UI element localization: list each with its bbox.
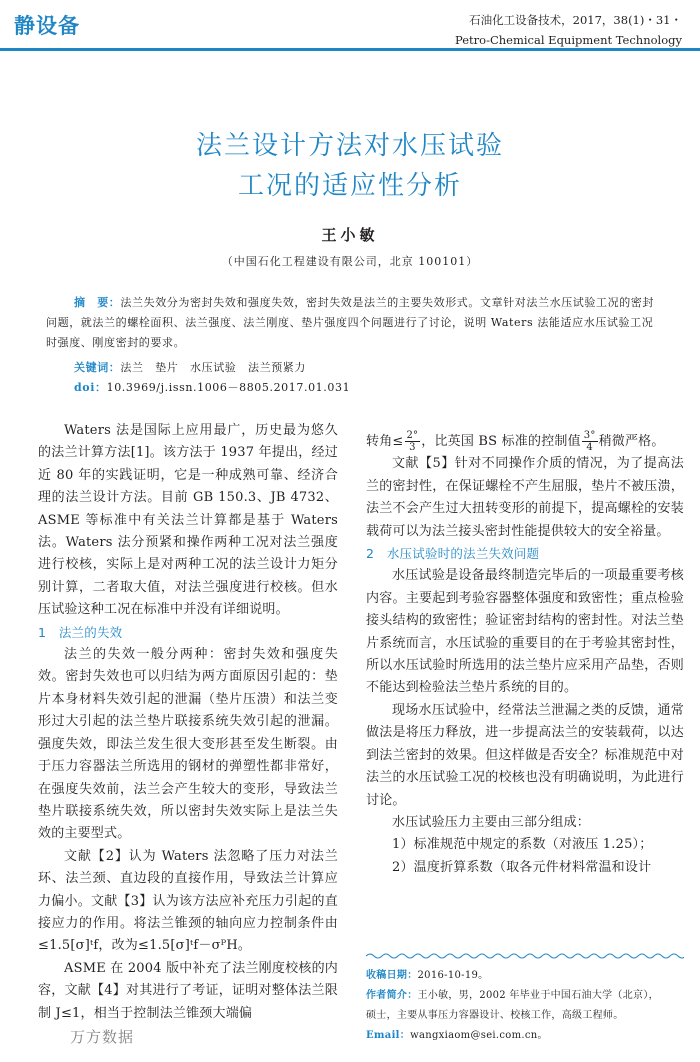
reference-2-paragraph: 文献【2】认为 Waters 法忽略了压力对法兰环、法兰颈、直边段的直接作用，导致法兰计算应力偏小。文献【3】认为该方法应补充压力引起的直接应力的作用。将法兰锥颈的轴向应力控制条件由≤1.5[σ]ᵗf，改为≤1.5[σ]ᵗf－σᴾH。: [38, 848, 338, 954]
header-divider: [0, 48, 700, 51]
author-bio-line: [366, 986, 684, 1006]
article-title-line1: 法兰设计方法对水压试验: [195, 131, 504, 161]
doi-label: doi：: [74, 381, 107, 394]
left-column: [38, 420, 338, 1025]
page-header: [0, 0, 700, 52]
keywords-label: 关键词：: [74, 361, 121, 374]
right-column: [366, 430, 684, 879]
continued-text-b: ，比英国 BS 标准的控制值: [421, 434, 581, 449]
fraction-three-quarters-degree: [582, 430, 598, 453]
author-name: 王小敏: [321, 226, 379, 244]
watermark: 万方数据: [70, 1028, 135, 1046]
fraction-denominator: 3: [409, 442, 416, 453]
field-test-paragraph: 现场水压试验中，经常法兰泄漏之类的反馈，通常做法是将压力释放，进一步提高法兰的安装载荷，以达到法兰密封的效果。但这样做是否安全？标准规范中对法兰的水压试验工况的校核也没有明确说明，为此进行讨论。: [366, 702, 684, 808]
keywords-line: [74, 358, 306, 378]
article-title-line2: 工况的适应性分析: [237, 171, 462, 201]
section-tag: 静设备: [14, 14, 80, 38]
author-bio-line-2: 硕士，主要从事压力容器设计、校核工作，高级工程师。: [366, 1010, 624, 1021]
section-heading-2: 2 水压试验时的法兰失效问题: [366, 546, 540, 562]
email-label: Email：: [366, 1030, 411, 1041]
hydrotest-paragraph: 水压试验是设备最终制造完毕后的一项最重要考核内容。主要起到考验容器整体强度和致密性；重点检验接头结构的致密性；验证密封结构的密封性。对法兰垫片系统而言，水压试验的重要目的在于考验其密封性，所以水压试验时所选用的法兰垫片应采用产品垫，否则不能达到检验法兰垫片系统的目的。: [366, 568, 684, 696]
received-date-line: [366, 966, 684, 986]
journal-english-name: Petro-Chemical Equipment Technology: [455, 33, 682, 47]
footnote-wave-divider: [366, 952, 684, 960]
fraction-numerator: 2°: [406, 430, 419, 441]
author-bio-label: 作者简介：: [366, 990, 418, 1001]
pressure-components-intro: 水压试验压力主要由三部分组成：: [392, 814, 591, 830]
abstract-label: 摘 要：: [74, 296, 121, 309]
journal-info: [455, 10, 682, 50]
continued-paragraph: [366, 430, 684, 453]
section-heading-1: 1 法兰的失效: [38, 624, 123, 640]
keywords: 法兰 垫片 水压试验 法兰预紧力: [120, 361, 307, 374]
author-bio-1: 王小敏，男，2002 年毕业于中国石油大学（北京），: [417, 990, 659, 1001]
intro-paragraph: Waters 法是国际上应用最广，历史最为悠久的法兰计算方法[1]。该方法于 1937 年提出，经过近 80 年的实践证明，它是一种成熟可靠、经济合理的法兰设计方法。目前 GB 150.3、JB 4732、ASME 等标准中有关法兰计算都是基于 Waters 法。Waters 法分预紧和操作两种工况对法兰强度进行校核，实际上是对两种工况的法兰设计力矩分别计算，二者取大值，对法兰强度进行校核。但水压试验这种工况在标准中并没有详细说明。: [38, 423, 338, 618]
continued-text-c: 稍微严格。: [598, 434, 665, 449]
fraction-two-thirds-degree: [405, 430, 421, 453]
pressure-component-1: 1）标准规范中规定的系数（对液压 1.25）；: [392, 837, 653, 853]
flange-failure-paragraph: 法兰的失效一般分两种：密封失效和强度失效。密封失效也可以归结为两方面原因引起的：垫片本身材料失效引起的泄漏（垫片压溃）和法兰变形过大引起的法兰垫片联接系统失效引起的泄漏。强度失效，即法兰发生很大变形甚至发生断裂。由于压力容器法兰所选用的钢材的弹塑性都非常好，在强度失效前，法兰会产生较大的变形，导致法兰垫片联接系统失效，所以密封失效实际上是法兰失效的主要型式。: [38, 647, 338, 842]
pressure-component-2: 2）温度折算系数（取各元件材料常温和设计: [392, 859, 652, 875]
fraction-denominator: 4: [586, 442, 593, 453]
reference-5-paragraph: 文献【5】针对不同操作介质的情况，为了提高法兰的密封性，在保证螺栓不产生屈服，垫片不被压溃，法兰不会产生过大扭转变形的前提下，提高螺栓的安装载荷可以为法兰接头密封性能提供较大的安全裕量。: [366, 456, 684, 539]
footnote: [366, 966, 684, 1046]
asme-paragraph: ASME 在 2004 版中补充了法兰刚度校核的内容，文献【4】对其进行了考证，证明对整体法兰限制 J≤1，相当于控制法兰锥颈大端偏: [38, 960, 338, 1021]
received-label: 收稿日期：: [366, 970, 418, 981]
author-affiliation: （中国石化工程建设有限公司，北京 100101）: [221, 255, 479, 268]
journal-citation: 石油化工设备技术，2017，38(1)・31・: [469, 13, 682, 27]
continued-text-a: 转角≤: [366, 434, 404, 449]
doi-line: [74, 378, 350, 398]
received-date: 2016-10-19。: [417, 970, 489, 981]
email-address[interactable]: wangxiaom@sei.com.cn。: [410, 1030, 548, 1041]
abstract-text: 法兰失效分为密封失效和强度失效，密封失效是法兰的主要失效形式。文章针对法兰水压试验工况的密封问题，就法兰的螺栓面积、法兰强度、法兰刚度、垫片强度四个问题进行了讨论，说明 Waters 法能适应水压试验工况时强度、刚度密封的要求。: [46, 296, 655, 349]
fraction-numerator: 3°: [583, 430, 596, 441]
abstract: [46, 293, 660, 353]
doi-value: 10.3969/j.issn.1006－8805.2017.01.031: [106, 381, 351, 394]
email-line: [366, 1026, 684, 1046]
